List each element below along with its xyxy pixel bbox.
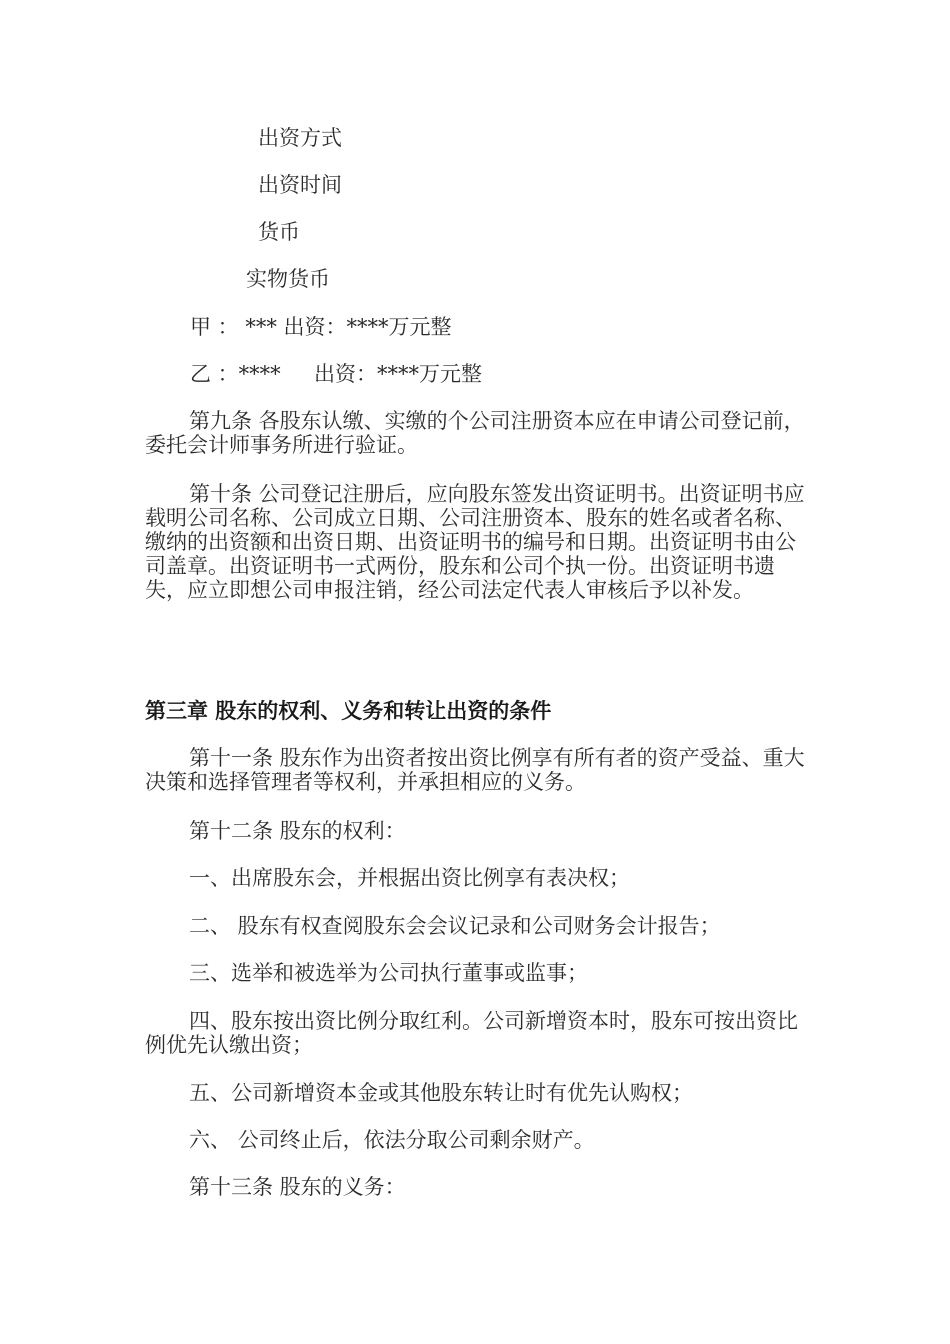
article-11: 第十一条 股东作为出资者按出资比例享有所有者的资产受益、重大决策和选择管理者等权利，并承担相应的义务。 bbox=[145, 746, 805, 794]
right-item-6: 六、 公司终止后，依法分取公司剩余财产。 bbox=[189, 1128, 595, 1152]
article-13-title: 第十三条 股东的义务： bbox=[189, 1175, 406, 1199]
article-12-title: 第十二条 股东的权利： bbox=[189, 819, 406, 843]
right-item-2: 二、 股东有权查阅股东会会议记录和公司财务会计报告； bbox=[189, 914, 721, 938]
article-9: 第九条 各股东认缴、实缴的个公司注册资本应在申请公司登记前，委托会计师事务所进行验证。 bbox=[145, 409, 805, 457]
shareholder-jia-line: 甲 ： *** 出资：****万元整 bbox=[190, 315, 452, 339]
article-10: 第十条 公司登记注册后，应向股东签发出资证明书。出资证明书应载明公司名称、公司成立日期、公司注册资本、股东的姓名或者名称、缴纳的出资额和出资日期、出资证明书的编号和日期。出资证明书由公司盖章。出资证明书一式两份，股东和公司个执一份。出资证明书遗失，应立即想公司申报注销，经公司法定代表人审核后予以补发。 bbox=[145, 482, 805, 602]
table-cell-physical-currency: 实物货币 bbox=[246, 267, 330, 291]
right-item-1: 一、出席股东会，并根据出资比例享有表决权； bbox=[189, 866, 630, 890]
table-cell-contribution-time: 出资时间 bbox=[258, 173, 342, 197]
chapter-3-title: 第三章 股东的权利、义务和转让出资的条件 bbox=[145, 699, 552, 723]
right-item-5: 五、公司新增资本金或其他股东转让时有优先认购权； bbox=[189, 1081, 693, 1105]
right-item-4: 四、股东按出资比例分取红利。公司新增资本时，股东可按出资比例优先认缴出资； bbox=[145, 1009, 798, 1057]
right-item-3: 三、选举和被选举为公司执行董事或监事； bbox=[189, 961, 588, 985]
shareholder-yi-line: 乙 ：**** 出资：****万元整 bbox=[190, 362, 483, 386]
table-cell-contribution-method: 出资方式 bbox=[258, 126, 342, 150]
table-cell-currency: 货币 bbox=[258, 220, 300, 244]
